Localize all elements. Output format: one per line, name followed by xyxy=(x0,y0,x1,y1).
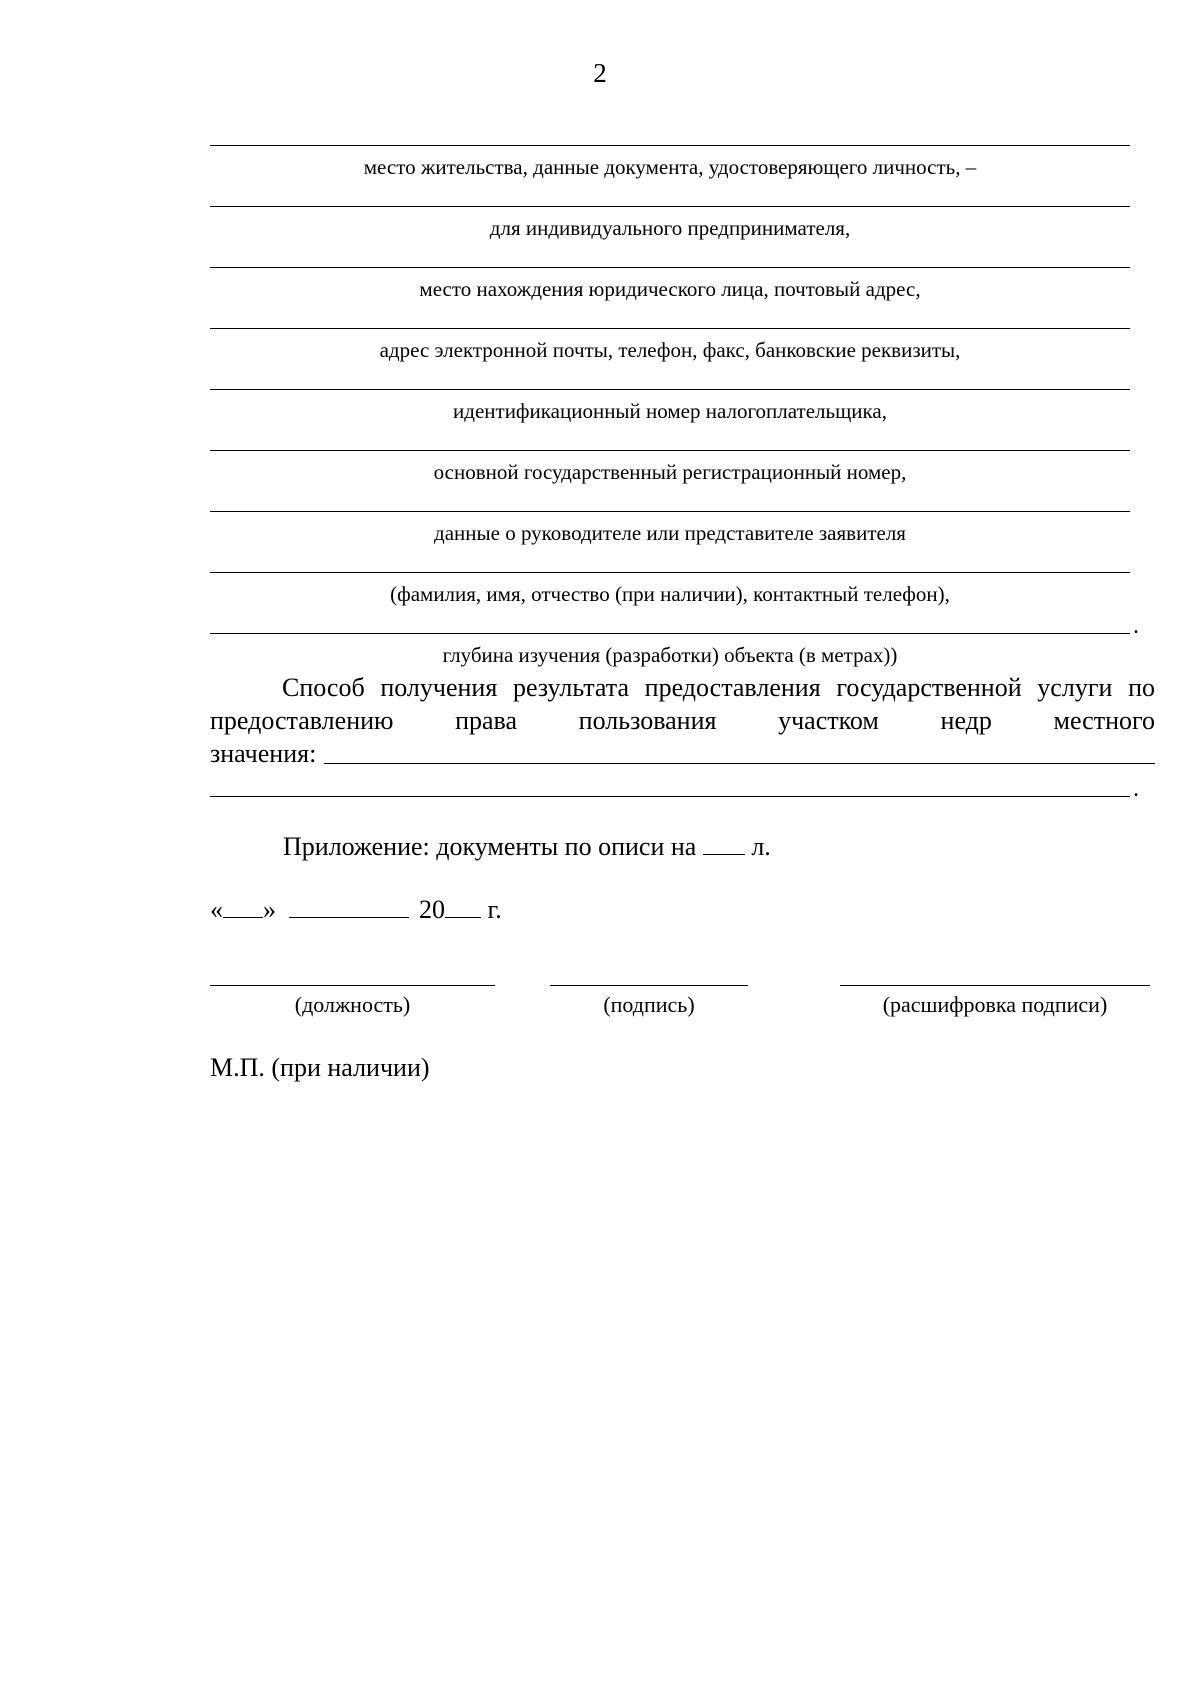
field-inn xyxy=(210,389,1130,424)
fill-line xyxy=(210,572,1130,573)
year-suffix: г. xyxy=(487,895,502,924)
attachment-pages-blank xyxy=(703,832,745,855)
sign-line xyxy=(550,985,748,986)
method-period: . xyxy=(1133,776,1139,802)
fill-line xyxy=(210,633,1130,634)
stamp-label: М.П. (при наличии) xyxy=(210,1053,430,1082)
field-entrepreneur xyxy=(210,206,1130,241)
attachment-line xyxy=(283,832,771,862)
signature-decryption xyxy=(840,985,1150,1018)
method-second-line xyxy=(210,796,1130,797)
sign-caption: (подпись) xyxy=(603,992,695,1017)
method-last-line xyxy=(210,737,1155,770)
field-caption: глубина изучения (разработки) объекта (в метрах)) xyxy=(442,643,898,667)
field-caption: место нахождения юридического лица, почтовый адрес, xyxy=(419,277,921,301)
field-caption: место жительства, данные документа, удостоверяющего личность, – xyxy=(363,155,977,179)
fill-line xyxy=(210,145,1130,146)
field-caption: (фамилия, имя, отчество (при наличии), контактный телефон), xyxy=(390,582,950,606)
fill-line xyxy=(210,389,1130,390)
method-fill-line xyxy=(324,763,1155,764)
field-caption: адрес электронной почты, телефон, факс, банковские реквизиты, xyxy=(379,338,961,362)
year-prefix: 20 xyxy=(419,895,445,924)
day-blank xyxy=(223,895,263,918)
month-blank xyxy=(289,895,409,918)
field-caption: данные о руководителе или представителе заявителя xyxy=(434,521,906,545)
field-full-name xyxy=(210,572,1130,607)
signature-position xyxy=(210,985,495,1018)
fill-line xyxy=(210,267,1130,268)
page-number: 2 xyxy=(593,58,607,88)
field-contacts xyxy=(210,328,1130,363)
fill-line xyxy=(210,511,1130,512)
date-close-quote: » xyxy=(263,895,276,924)
date-open-quote: « xyxy=(210,895,223,924)
field-caption: для индивидуального предпринимателя, xyxy=(489,216,851,240)
line-period: . xyxy=(1133,613,1139,639)
fill-line xyxy=(210,206,1130,207)
field-legal-address xyxy=(210,267,1130,302)
field-caption: основной государственный регистрационный номер, xyxy=(433,460,907,484)
year-blank xyxy=(445,895,481,918)
field-representative xyxy=(210,511,1130,546)
signature-sign xyxy=(550,985,748,1018)
field-depth xyxy=(210,633,1130,668)
field-caption: идентификационный номер налогоплательщика, xyxy=(453,399,887,423)
field-residence xyxy=(210,145,1130,180)
attachment-suffix: л. xyxy=(751,832,771,861)
decryption-line xyxy=(840,985,1150,986)
decryption-caption: (расшифровка подписи) xyxy=(882,992,1108,1017)
field-ogrn xyxy=(210,450,1130,485)
attachment-prefix: Приложение: документы по описи на xyxy=(283,832,697,861)
method-label: значения: xyxy=(210,739,317,768)
fill-line xyxy=(210,328,1130,329)
method-paragraph xyxy=(210,671,1155,770)
method-text: Способ получения результата предоставления государственной услуги по предоставлению права пользования участком недр местного xyxy=(210,673,1155,735)
fill-line xyxy=(210,450,1130,451)
date-line xyxy=(210,895,502,925)
position-caption: (должность) xyxy=(294,992,411,1017)
position-line xyxy=(210,985,495,986)
